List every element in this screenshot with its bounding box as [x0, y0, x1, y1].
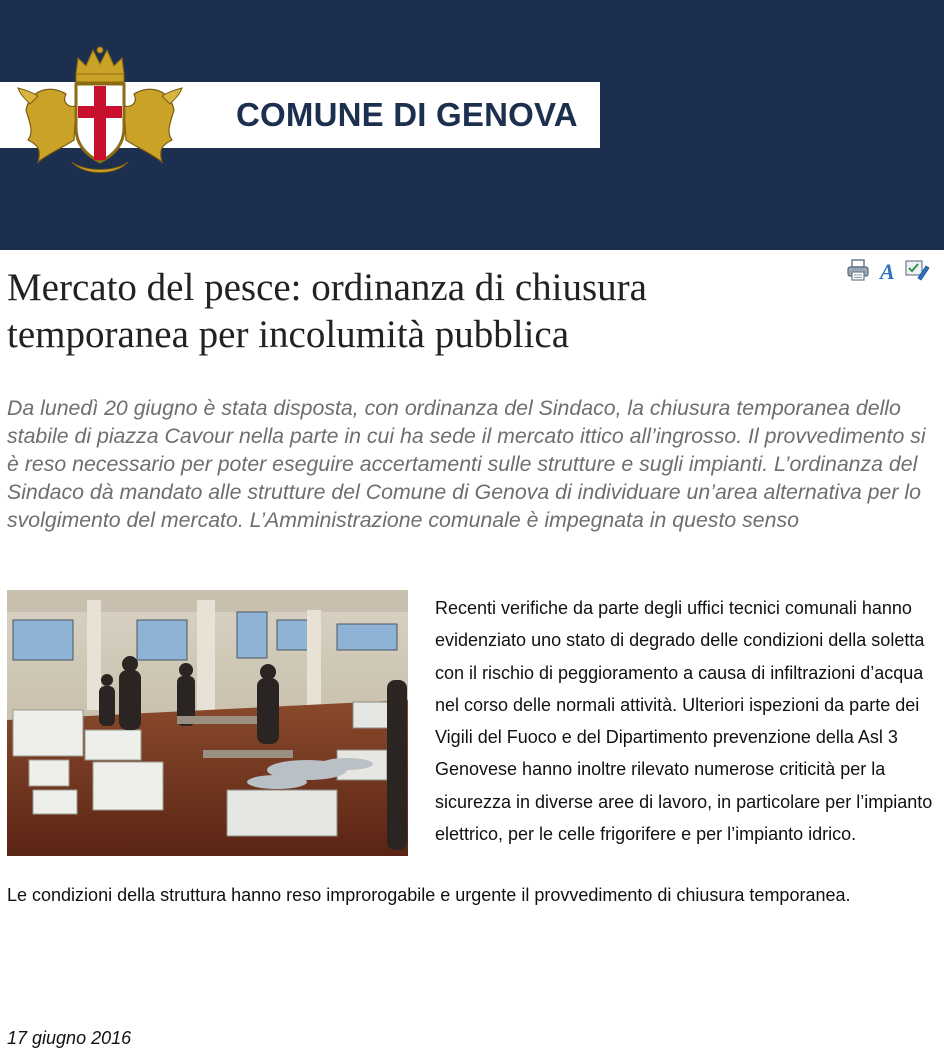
article-body-column: Recenti verifiche da parte degli uffici tecnici comunali hanno evidenziato uno stato di degrado delle condizioni della soletta con il rischio di peggioramento a causa di infiltrazioni d’acqua nel corso delle normali attività. Ulteriori ispezioni da parte dei Vigili del Fuoco e del Dipartimento prevenzione della Asl 3 Genovese hanno inoltre rilevato numerose criticità per la sicurezza in diverse aree di lavoro, in particolare per l’impianto elettrico, per le celle frigorifere e per l’impianto idrico.: [435, 598, 933, 845]
font-size-icon[interactable]: [877, 258, 901, 282]
svg-text:A: A: [880, 259, 895, 282]
article-title: Mercato del pesce: ordinanza di chiusura temporanea per incolumità pubblica: [7, 266, 647, 356]
site-title[interactable]: COMUNE DI GENOVA: [236, 96, 578, 133]
article-lead: Da lunedì 20 giugno è stata disposta, con ordinanza del Sindaco, la chiusura temporanea dello stabile di piazza Cavour nella parte in cui ha sede il mercato ittico all’ingrosso. Il provvedimento si è reso necessario per poter eseguire accertamenti sulle strutture e sugli impianti. L’ordinanza del Sindaco dà mandato alle strutture del Comune di Genova di individuare un’area alternativa per lo svolgimento del mercato. L’Amministrazione comunale è impegnata in questo senso: [7, 396, 926, 532]
article-tools: [846, 258, 932, 282]
article-body-full: Le condizioni della struttura hanno reso improrogabile e urgente il provvedimento di chiusura temporanea.: [7, 885, 851, 905]
print-icon[interactable]: [846, 258, 870, 282]
edit-comment-icon[interactable]: [904, 258, 930, 282]
fish-market-photo[interactable]: [7, 590, 408, 856]
genoa-coat-of-arms-icon[interactable]: [16, 44, 184, 176]
article-date: 17 giugno 2016: [7, 1028, 132, 1048]
